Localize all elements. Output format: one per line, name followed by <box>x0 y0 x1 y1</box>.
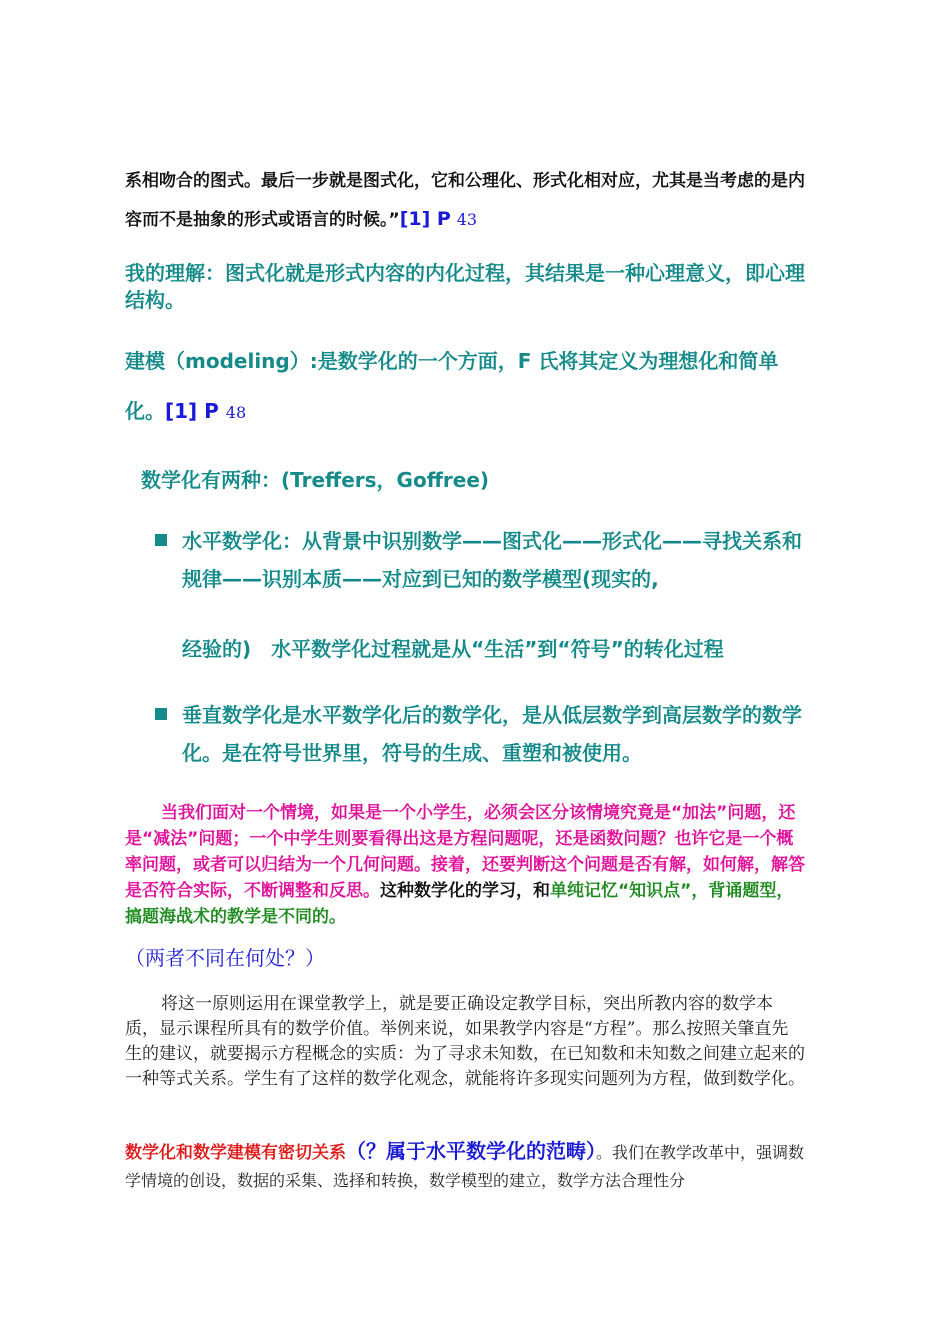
bullet-text-b: 经验的) 水平数学化过程就是从“生活”到“符号”的转化过程 <box>182 637 724 661</box>
reference-label: [1] P <box>399 208 451 230</box>
two-kinds-heading <box>141 464 821 496</box>
bullet-horizontal-mathematization <box>155 522 805 668</box>
situation-text-green: 单纯记忆“知识点”，背诵题型，搞题海战术的教学是不同的。 <box>125 881 794 927</box>
modeling-text: 建模（modeling）:是数学化的一个方面，F 氏将其定义为理想化和简单化。 <box>125 349 779 423</box>
modeling-paragraph <box>125 336 805 438</box>
square-bullet-icon <box>155 534 167 546</box>
relation-text-blue: （？属于水平数学化的范畴） <box>346 1139 596 1163</box>
classroom-paragraph <box>125 992 805 1092</box>
square-bullet-icon <box>155 708 167 720</box>
my-understanding-text: 我的理解：图式化就是形式内容的内化过程，其结果是一种心理意义，即心理结构。 <box>125 261 805 312</box>
question-paragraph <box>125 942 805 974</box>
situation-text-magenta: 当我们面对一个情境，如果是一个小学生，必须会区分该情境究竟是“加法”问题，还是“减法”问题；一个中学生则要看得出这是方程问题呢，还是函数问题？也许它是一个概率问题，或者可以归结为一个几何问题。接着，还要判断这个问题是否有解，如何解，解答是否符合实际，不断调整和反思。 <box>125 803 805 901</box>
situation-text-black: 这种数学化的学习，和 <box>380 881 550 901</box>
question-text: （两者不同在何处？） <box>125 946 325 970</box>
reference-page: 48 <box>225 403 247 422</box>
two-kinds-text: 数学化有两种：(Treffers，Goffree) <box>141 468 490 492</box>
bullet-text: 垂直数学化是水平数学化后的数学化，是从低层数学到高层数学的数学化。是在符号世界里，符号的生成、重塑和被使用。 <box>182 703 802 765</box>
bullet-vertical-mathematization <box>155 696 805 772</box>
my-understanding-paragraph <box>125 260 805 314</box>
classroom-text: 将这一原则运用在课堂教学上，就是要正确设定教学目标，突出所教内容的数学本质，显示课程所具有的数学价值。举例来说，如果教学内容是“方程”。那么按照关肇直先生的建议，就要揭示方程概念的实质：为了寻求未知数，在已知数和未知数之间建立起来的一种等式关系。学生有了这样的数学化观念，就能将许多现实问题列为方程，做到数学化。 <box>125 994 805 1089</box>
quote-paragraph <box>125 162 805 239</box>
relation-text-red: 数学化和数学建模有密切关系 <box>125 1143 346 1163</box>
situation-paragraph <box>125 800 805 930</box>
reference-page: 43 <box>456 210 478 229</box>
quote-text: 系相吻合的图式。最后一步就是图式化，它和公理化、形式化相对应，尤其是当考虑的是内容而不是抽象的形式或语言的时候。” <box>125 171 805 230</box>
relation-text-rest: 。我们在教学改革中，强调数学情境的创设，数据的采集、选择和转换，数学模型的建立，数学方法合理性分 <box>125 1143 805 1190</box>
modeling-relation-paragraph <box>125 1138 805 1194</box>
reference-label: [1] P <box>165 399 219 423</box>
bullet-text-a: 水平数学化：从背景中识别数学——图式化——形式化——寻找关系和规律——识别本质——对应到已知的数学模型(现实的, <box>182 529 802 591</box>
